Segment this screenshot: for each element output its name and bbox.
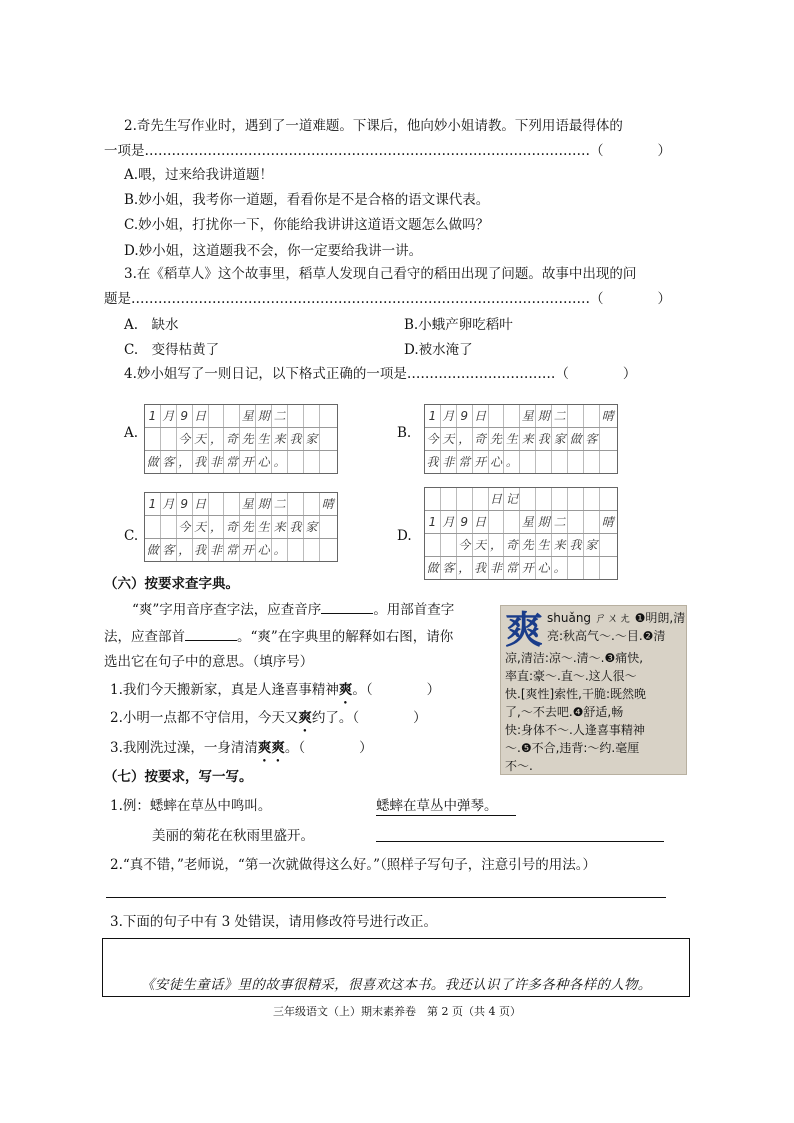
grid-cell: 开 (240, 451, 256, 473)
grid-cell: 日 (193, 493, 209, 515)
grid-cell (304, 451, 320, 473)
grid-cell: 先 (520, 534, 536, 556)
grid-row (425, 557, 617, 579)
q2-line1: 2.奇先生写作业时，遇到了一道难题。下课后，他向妙小姐请教。下列用语最得体的 (124, 118, 623, 134)
sec7-example-answer: 蟋蟀在草丛中弹琴。 (376, 797, 516, 816)
q4-option-c-label: C. (124, 528, 139, 544)
grid-cell: 常 (224, 539, 240, 561)
grid-cell (457, 488, 473, 510)
grid-cell: 开 (473, 451, 489, 473)
sec6-sentence-2 (110, 709, 427, 735)
grid-cell: 做 (145, 539, 161, 561)
grid-cell: 。 (272, 539, 288, 561)
q2-option-d: D.妙小姐，这道题我不会，你一定要给我讲一讲。 (124, 243, 423, 259)
grid-cell: 月 (161, 493, 177, 515)
grid-cell (584, 511, 600, 533)
s1-char: 爽 (338, 682, 353, 698)
dict-line: shuǎng ㄕㄨㄤ ❶明朗,清 (547, 611, 686, 625)
grid-cell: 今 (425, 428, 441, 450)
correction-sentence: 《安徒生童话》里的故事很精采，很喜欢这本书。我还认识了许多各种各样的人物。 (141, 977, 652, 993)
grid-cell (568, 451, 584, 473)
q4-option-d-label: D. (397, 528, 412, 544)
grid-cell: 1 (425, 405, 441, 427)
grid-cell: 记 (504, 488, 520, 510)
grid-cell: 非 (441, 451, 457, 473)
grid-cell (320, 516, 336, 538)
grid-cell: 我 (568, 534, 584, 556)
dict-line: 快:身体不～.人逢喜事精神 (505, 723, 645, 737)
grid-cell: 做 (425, 557, 441, 579)
grid-cell (600, 428, 616, 450)
grid-cell: 生 (256, 516, 272, 538)
grid-cell: 星 (240, 493, 256, 515)
dict-line: 亮:秋高气～.～目.❷清 (547, 629, 666, 643)
grid-row (425, 428, 617, 451)
grid-cell: 二 (272, 493, 288, 515)
sec7-answer-line-2[interactable] (106, 897, 666, 898)
grid-cell: 晴 (321, 497, 334, 511)
grid-row (145, 451, 337, 473)
grid-cell: 非 (489, 557, 505, 579)
grid-cell: ， (457, 428, 473, 450)
radical-blank[interactable] (185, 626, 237, 641)
grid-cell: 来 (272, 516, 288, 538)
grid-cell: 非 (209, 539, 225, 561)
grid-cell: 期 (536, 405, 552, 427)
grid-cell: 客 (441, 557, 457, 579)
dict-line: 凉,清洁:凉～.清～.❸痛快, (505, 651, 644, 665)
grid-row (425, 511, 617, 534)
grid-cell: 奇 (473, 428, 489, 450)
grid-cell (536, 451, 552, 473)
s3-answer-paren[interactable]: 。（ ） (284, 740, 373, 756)
grid-cell (304, 493, 320, 515)
dict-headword: 爽 (505, 607, 544, 652)
grid-cell (304, 539, 320, 561)
dictionary-entry-image (500, 605, 687, 775)
dict-line: 快.[爽性]索性,干脆:既然晚 (505, 687, 647, 701)
grid-cell: 客 (584, 428, 600, 450)
grid-cell (145, 516, 161, 538)
grid-cell: ， (177, 539, 193, 561)
section7-title: （七）按要求，写一写。 (104, 769, 253, 785)
grid-cell: 今 (177, 428, 193, 450)
grid-cell: 今 (457, 534, 473, 556)
grid-cell (600, 534, 616, 556)
diary-grid-a (144, 404, 338, 474)
grid-cell: 先 (240, 428, 256, 450)
grid-cell: 开 (520, 557, 536, 579)
grid-cell (600, 451, 616, 473)
dict-line: ～.❺不合,违背:～约.毫厘 (505, 741, 640, 755)
grid-row (425, 534, 617, 557)
sec7-q2: 2.“真不错，”老师说，“第一次就做得这么好。”（照样子写句子，注意引号的用法。） (110, 857, 596, 873)
grid-cell (145, 428, 161, 450)
grid-row (425, 488, 617, 511)
grid-cell (584, 451, 600, 473)
grid-row (425, 451, 617, 473)
q3-option-c: C. 变得枯黄了 (124, 342, 220, 358)
grid-cell: 今 (177, 516, 193, 538)
q3-option-d: D.被水淹了 (404, 342, 473, 358)
grid-cell (552, 488, 568, 510)
section6-title: （六）按要求查字典。 (104, 576, 239, 592)
grid-cell: 先 (240, 516, 256, 538)
grid-cell: 期 (536, 511, 552, 533)
grid-cell: 晴 (601, 515, 614, 529)
grid-cell (536, 488, 552, 510)
s2-text: 2.小明一点都不守信用，今天又 (110, 710, 299, 726)
grid-cell (568, 405, 584, 427)
sec7-answer-line-1[interactable] (376, 841, 664, 842)
grid-cell: 二 (552, 405, 568, 427)
grid-cell (520, 488, 536, 510)
q2-line2: 一项是………………………………………………………………………………………（ ） (104, 143, 671, 159)
grid-cell (584, 405, 600, 427)
grid-cell: 日 (473, 405, 489, 427)
diary-grid-c (144, 492, 338, 562)
grid-cell: 家 (304, 516, 320, 538)
grid-cell: 日 (193, 405, 209, 427)
grid-cell (224, 405, 240, 427)
grid-cell: 我 (425, 451, 441, 473)
correction-box[interactable] (102, 938, 690, 997)
grid-cell (568, 557, 584, 579)
grid-cell: 做 (568, 428, 584, 450)
grid-cell (584, 488, 600, 510)
grid-cell: 日 (489, 488, 505, 510)
grid-cell (288, 539, 304, 561)
sec7-example: 1.例：蟋蟀在草丛中鸣叫。 (110, 798, 272, 814)
grid-row (425, 405, 617, 428)
grid-cell: 二 (552, 511, 568, 533)
grid-cell (552, 451, 568, 473)
grid-cell: 心 (489, 451, 505, 473)
s1-answer-paren[interactable]: 。（ ） (352, 682, 441, 698)
grid-cell: 我 (193, 539, 209, 561)
grid-cell: 。 (504, 451, 520, 473)
grid-cell: 1 (425, 511, 441, 533)
grid-cell: 客 (161, 451, 177, 473)
grid-cell: 星 (240, 405, 256, 427)
grid-cell: 月 (441, 405, 457, 427)
grid-cell: 奇 (504, 534, 520, 556)
grid-cell (288, 493, 304, 515)
grid-cell: 二 (272, 405, 288, 427)
grid-cell (520, 451, 536, 473)
sec6-line1b: 。用部首查字 (373, 602, 455, 618)
grid-cell: 我 (193, 451, 209, 473)
grid-cell: ， (489, 534, 505, 556)
grid-cell: 我 (473, 557, 489, 579)
grid-cell: 生 (504, 428, 520, 450)
diary-grid-d (424, 487, 618, 580)
grid-cell: 心 (256, 539, 272, 561)
page-footer: 三年级语文（上）期末素养卷 第 2 页（共 4 页） (273, 1005, 521, 1018)
grid-cell (425, 534, 441, 556)
grid-cell (504, 405, 520, 427)
grid-cell: ， (457, 557, 473, 579)
grid-cell: 天 (473, 534, 489, 556)
grid-cell (489, 511, 505, 533)
sec6-sentence-3 (110, 739, 373, 765)
dict-line: 不～. (505, 759, 533, 773)
grid-cell: 期 (256, 493, 272, 515)
phonetic-index-blank[interactable] (321, 599, 373, 614)
s2-char: 爽 (298, 710, 312, 726)
s1-text: 1.我们今天搬新家，真是人逢喜事精神 (110, 682, 339, 698)
grid-cell: 天 (441, 428, 457, 450)
grid-cell: 月 (161, 405, 177, 427)
sec6-line2 (104, 626, 453, 646)
grid-cell (489, 405, 505, 427)
grid-cell: 。 (552, 557, 568, 579)
grid-cell (320, 451, 336, 473)
grid-cell (320, 539, 336, 561)
grid-cell: 9 (177, 405, 193, 427)
grid-cell: 1 (145, 493, 161, 515)
grid-cell: 常 (504, 557, 520, 579)
grid-cell: 奇 (224, 428, 240, 450)
grid-row (145, 405, 337, 428)
grid-cell: ， (177, 451, 193, 473)
grid-cell (320, 428, 336, 450)
s3-text: 3.我刚洗过澡，一身清清 (110, 740, 258, 756)
grid-cell: 客 (161, 539, 177, 561)
s3-char: 爽爽 (257, 740, 285, 756)
q2-option-b: B.妙小姐，我考你一道题，看看你是不是合格的语文课代表。 (124, 192, 490, 208)
grid-cell: 家 (552, 428, 568, 450)
grid-cell (568, 488, 584, 510)
grid-cell (304, 405, 320, 427)
grid-cell: 奇 (224, 516, 240, 538)
grid-cell: 开 (240, 539, 256, 561)
grid-cell: 家 (584, 534, 600, 556)
grid-row (145, 428, 337, 451)
q2-option-c: C.妙小姐，打扰你一下，你能给我讲讲这道语文题怎么做吗？ (124, 217, 490, 233)
grid-cell: 我 (536, 428, 552, 450)
diary-grid-b (424, 404, 618, 474)
grid-cell: 心 (256, 451, 272, 473)
grid-cell: 生 (256, 428, 272, 450)
grid-cell: 来 (520, 428, 536, 450)
q4-line1: 4.妙小姐写了一则日记，以下格式正确的一项是……………………………（ ） (124, 366, 637, 382)
grid-row (145, 539, 337, 561)
dict-line: 率直:豪～.直～.这人很～ (505, 669, 637, 683)
q3-option-a: A. 缺水 (124, 317, 179, 333)
grid-cell: 家 (304, 428, 320, 450)
sec7-question-sentence: 美丽的菊花在秋雨里盛开。 (152, 828, 314, 844)
q4-option-a-label: A. (124, 425, 139, 441)
grid-cell (441, 488, 457, 510)
s2-answer-paren[interactable]: 约了。（ ） (311, 710, 427, 726)
grid-cell: ， (209, 516, 225, 538)
grid-cell (600, 557, 616, 579)
sec6-line3: 选出它在句子中的意思。（填序号） (104, 654, 314, 670)
grid-cell: 非 (209, 451, 225, 473)
grid-cell: 我 (288, 428, 304, 450)
grid-cell: 9 (177, 493, 193, 515)
grid-cell (288, 451, 304, 473)
grid-cell (161, 428, 177, 450)
grid-cell (161, 516, 177, 538)
q3-option-b: B.小蛾产卵吃稻叶 (404, 317, 513, 333)
grid-row (145, 516, 337, 539)
grid-row (145, 493, 337, 516)
grid-cell: 星 (520, 405, 536, 427)
grid-cell: 常 (457, 451, 473, 473)
grid-cell (568, 511, 584, 533)
grid-cell: 做 (145, 451, 161, 473)
grid-cell: 天 (193, 516, 209, 538)
q3-line2: 题是…………………………………………………………………………………………（ ） (104, 291, 671, 307)
dict-line: 了,～不去吧.❹舒适,畅 (505, 705, 624, 719)
sec6-line1 (132, 599, 454, 619)
sec6-line1a: “爽”字用音序查字法，应查音序 (132, 602, 322, 618)
grid-cell: 天 (193, 428, 209, 450)
grid-cell (288, 405, 304, 427)
grid-cell: 先 (489, 428, 505, 450)
grid-cell (209, 405, 225, 427)
grid-cell: 来 (272, 428, 288, 450)
sec6-sentence-1 (110, 681, 440, 707)
grid-cell (209, 493, 225, 515)
sec7-q3: 3.下面的句子中有 3 处错误，请用修改符号进行改正。 (110, 914, 438, 930)
grid-cell (320, 405, 336, 427)
grid-cell (224, 493, 240, 515)
grid-cell (600, 488, 616, 510)
grid-cell (441, 534, 457, 556)
grid-cell (504, 511, 520, 533)
grid-cell: 常 (224, 451, 240, 473)
grid-cell: 心 (536, 557, 552, 579)
q2-option-a: A.喂，过来给我讲道题！ (124, 167, 274, 183)
grid-cell: 9 (457, 405, 473, 427)
grid-cell: 1 (145, 405, 161, 427)
grid-cell: 日 (473, 511, 489, 533)
grid-cell: ， (209, 428, 225, 450)
sec6-line2a: 法，应查部首 (104, 629, 185, 645)
grid-cell: 晴 (601, 409, 614, 423)
grid-cell: 月 (441, 511, 457, 533)
grid-cell: 星 (520, 511, 536, 533)
grid-cell: 期 (256, 405, 272, 427)
sec6-line2b: 。“爽”在字典里的解释如右图，请你 (237, 629, 454, 645)
grid-cell: 9 (457, 511, 473, 533)
q4-option-b-label: B. (397, 425, 412, 441)
grid-cell (425, 488, 441, 510)
q3-line1: 3.在《稻草人》这个故事里，稻草人发现自己看守的稻田出现了问题。故事中出现的问 (124, 266, 637, 282)
grid-cell: 生 (536, 534, 552, 556)
grid-cell: 我 (288, 516, 304, 538)
grid-cell (584, 557, 600, 579)
grid-cell: 来 (552, 534, 568, 556)
grid-cell (473, 488, 489, 510)
grid-cell: 。 (272, 451, 288, 473)
